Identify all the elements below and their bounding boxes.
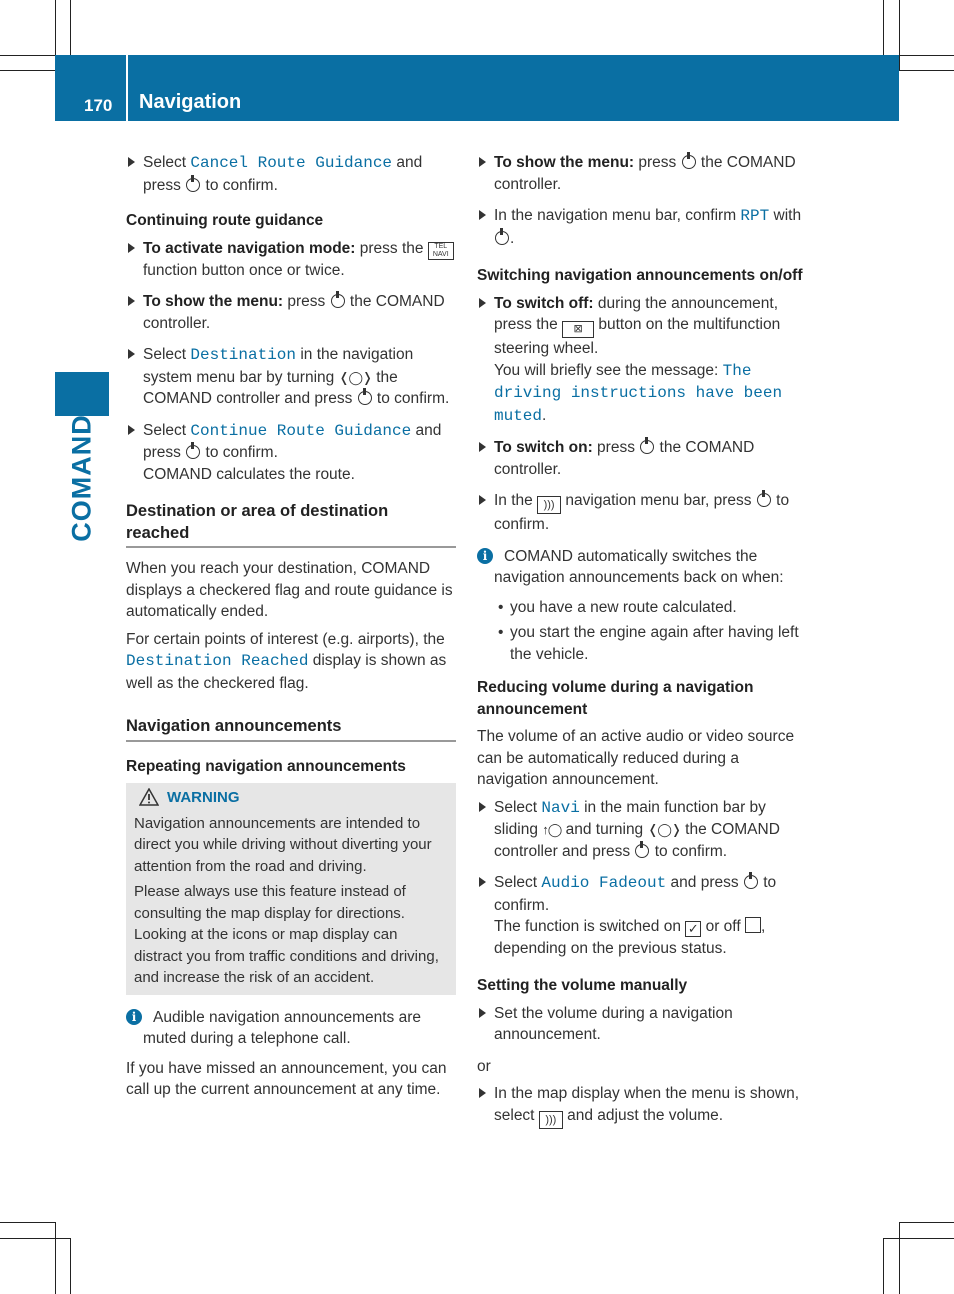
step-cancel-route: Select Cancel Route Guidance and press to confirm.	[126, 152, 456, 196]
step-show-menu: To show the menu: press the COMAND controller.	[126, 291, 456, 334]
warning-title: WARNING	[167, 787, 448, 809]
crop-mark	[0, 55, 55, 56]
warning-text: Navigation announcements are intended to direct you while driving without diverting your attention from the road and driving.	[134, 814, 432, 875]
step-switch-off: To switch off: during the announcement, press the ⊠ button on the multifunction steering wheel. You will briefly see the message: The driving instructions have been muted.	[477, 293, 807, 428]
checkbox-empty-icon	[745, 917, 761, 933]
crop-mark	[70, 0, 71, 55]
step-show-menu: To show the menu: press the COMAND controller.	[477, 152, 807, 195]
paragraph: If you have missed an announcement, you can call up the current announcement at any time.	[126, 1059, 447, 1098]
crop-mark	[55, 1222, 56, 1294]
step-confirm-rpt: In the navigation menu bar, confirm RPT with .	[477, 205, 807, 249]
paragraph: When you reach your destination, COMAND displays a checkered flag and route guidance is automatically ended.	[126, 560, 453, 620]
announcement-speaker-icon: )))	[539, 1111, 563, 1129]
press-controller-icon	[331, 294, 345, 308]
crop-mark	[0, 1222, 55, 1223]
press-controller-icon	[495, 231, 509, 245]
press-controller-icon	[757, 493, 771, 507]
warning-box	[126, 783, 456, 995]
step-announce-bar: In the ))) navigation menu bar, press to confirm.	[477, 490, 807, 536]
crop-mark	[0, 70, 55, 71]
checkbox-checked-icon: ✓	[685, 921, 701, 937]
crop-mark	[0, 1238, 70, 1239]
press-controller-icon	[682, 155, 696, 169]
crop-mark	[883, 1238, 884, 1294]
step-arrow-icon	[128, 425, 135, 435]
heading-repeating: Repeating navigation announcements	[126, 757, 406, 775]
info-note: i COMAND automatically switches the navigation announcements back on when:	[477, 546, 807, 589]
mute-button-icon: ⊠	[562, 321, 594, 338]
step-arrow-icon	[128, 157, 135, 167]
step-arrow-icon	[128, 243, 135, 253]
turn-controller-icon: ❬◯❭	[647, 822, 681, 837]
heading-continuing: Continuing route guidance	[126, 212, 324, 229]
press-controller-icon	[640, 440, 654, 454]
step-arrow-icon	[128, 349, 135, 359]
paragraph: The volume of an active audio or video source can be automatically reduced during a navigation announcement.	[477, 728, 795, 788]
step-arrow-icon	[479, 1088, 486, 1098]
step-arrow-icon	[479, 298, 486, 308]
crop-mark	[899, 1222, 900, 1294]
menu-item-code: Navi	[541, 798, 580, 817]
heading-destination-reached: Destination or area of destination reached	[126, 501, 456, 548]
paragraph: For certain points of interest (e.g. airports), the Destination Reached display is shown as well as the checkered flag.	[126, 630, 447, 692]
tel-navi-button-icon: TEL NAVI	[428, 242, 454, 260]
warning-icon	[139, 788, 159, 806]
press-controller-icon	[358, 391, 372, 405]
list-item: • you start the engine again after having left the vehicle.	[477, 622, 807, 665]
menu-item-code: Audio Fadeout	[541, 874, 667, 892]
step-map-volume: In the map display when the menu is shown, select ))) and adjust the volume.	[477, 1083, 807, 1129]
right-column	[477, 152, 807, 1139]
step-switch-on: To switch on: press the COMAND controller.	[477, 437, 807, 480]
info-icon: i	[126, 1009, 142, 1025]
section-title: Navigation	[139, 91, 242, 113]
step-arrow-icon	[479, 210, 486, 220]
side-tab-label: COMAND	[66, 414, 97, 542]
display-message-code: The driving instructions have been muted	[494, 361, 783, 425]
page-number: 170	[84, 96, 113, 115]
heading-nav-announcements: Navigation announcements	[126, 716, 456, 742]
crop-mark	[883, 0, 884, 55]
heading-reducing: Reducing volume during a navigation announcement	[477, 679, 754, 718]
step-arrow-icon	[479, 1008, 486, 1018]
menu-item-code: Destination	[190, 346, 297, 364]
step-arrow-icon	[128, 296, 135, 306]
or-text: or	[477, 1057, 491, 1075]
left-column	[126, 152, 456, 1107]
crop-mark	[883, 1238, 954, 1239]
step-arrow-icon	[479, 495, 486, 505]
announcement-speaker-icon: )))	[537, 496, 561, 514]
display-code: Destination Reached	[126, 652, 309, 670]
press-controller-icon	[186, 445, 200, 459]
crop-mark	[899, 0, 900, 70]
info-icon: i	[477, 548, 493, 564]
heading-volume-manual: Setting the volume manually	[477, 977, 688, 994]
step-set-volume: Set the volume during a navigation announcement.	[477, 1003, 807, 1046]
step-arrow-icon	[479, 442, 486, 452]
step-continue-route: Select Continue Route Guidance and press to confirm. COMAND calculates the route.	[126, 420, 456, 486]
menu-item-code: Continue Route Guidance	[190, 421, 412, 440]
step-arrow-icon	[479, 157, 486, 167]
info-note: i Audible navigation announcements are muted during a telephone call.	[126, 1007, 456, 1050]
step-select-navi: Select Navi in the main function bar by sliding ↑◯ and turning ❬◯❭ the COMAND controller and press to confirm.	[477, 797, 807, 863]
press-controller-icon	[744, 875, 758, 889]
step-arrow-icon	[479, 877, 486, 887]
crop-mark	[899, 1222, 954, 1223]
press-controller-icon	[186, 178, 200, 192]
crop-mark	[70, 1238, 71, 1294]
list-item: • you have a new route calculated.	[477, 597, 807, 619]
slide-controller-icon: ↑◯	[542, 822, 562, 837]
step-arrow-icon	[479, 802, 486, 812]
warning-text: Please always use this feature instead of consulting the map display for directions. Looking at the icons or map display can distract you from traffic conditions and driving, and increase the risk of an accident.	[134, 883, 439, 986]
menu-item-code: Cancel Route Guidance	[190, 154, 393, 172]
step-activate-nav: To activate navigation mode: press the TEL NAVI function button once or twice.	[126, 238, 456, 282]
step-audio-fadeout: Select Audio Fadeout and press to confirm. The function is switched on ✓ or off , depending on the previous status.	[477, 872, 807, 959]
heading-switching: Switching navigation announcements on/off	[477, 267, 803, 284]
side-tab	[55, 372, 109, 416]
crop-mark	[899, 55, 954, 56]
header-separator	[126, 55, 128, 121]
menu-item-code: RPT	[740, 207, 770, 225]
step-select-destination: Select Destination in the navigation system menu bar by turning ❬◯❭ the COMAND controller and press to confirm.	[126, 344, 456, 410]
press-controller-icon	[635, 844, 649, 858]
crop-mark	[899, 70, 954, 71]
turn-controller-icon: ❬◯❭	[338, 369, 372, 385]
